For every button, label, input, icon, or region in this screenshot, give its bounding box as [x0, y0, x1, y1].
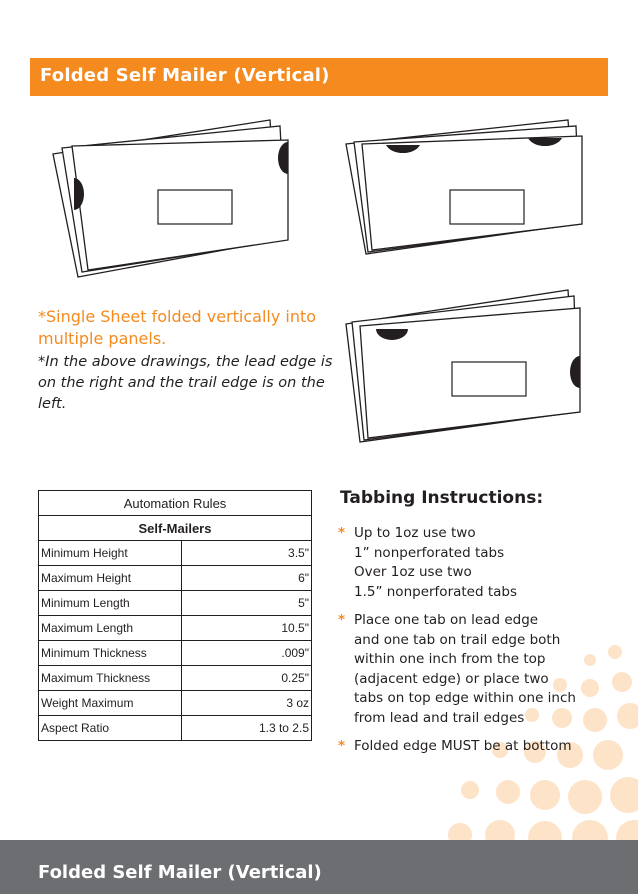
row-label: Minimum Height: [39, 541, 182, 566]
list-item: [338, 524, 618, 602]
row-label: Weight Maximum: [39, 691, 182, 716]
table-row: [39, 616, 312, 641]
list-line: Folded edge MUST be at bottom: [354, 738, 572, 754]
illustration-caption: [38, 306, 338, 415]
row-label: Aspect Ratio: [39, 716, 182, 741]
folded-mailer-illustration-left: [48, 112, 298, 282]
row-label: Maximum Thickness: [39, 666, 182, 691]
table-subtitle: Self-Mailers: [39, 516, 312, 541]
row-value: 5": [182, 591, 312, 616]
row-value: 3 oz: [182, 691, 312, 716]
list-line: tabs on top edge within one inch: [354, 690, 576, 706]
row-value: 6": [182, 566, 312, 591]
list-item: [338, 737, 618, 757]
list-line: within one inch from the top: [354, 651, 546, 667]
row-label: Maximum Height: [39, 566, 182, 591]
list-item: [338, 611, 618, 728]
table-row: [39, 541, 312, 566]
table-subheader-row: [39, 516, 312, 541]
tabbing-instructions-heading: Tabbing Instructions:: [340, 488, 544, 508]
footer-title: Folded Self Mailer (Vertical): [38, 862, 322, 883]
automation-rules-table: [38, 490, 312, 741]
table-header-row: [39, 491, 312, 516]
row-value: 3.5": [182, 541, 312, 566]
list-line: 1” nonperforated tabs: [354, 544, 505, 561]
list-line: Place one tab on lead edge: [354, 612, 539, 628]
row-label: Minimum Thickness: [39, 641, 182, 666]
folded-mailer-illustration-top-right: [340, 114, 590, 259]
table-row: [39, 641, 312, 666]
table-row: [39, 591, 312, 616]
asterisk-bullet: *: [338, 525, 346, 541]
list-line: 1.5” nonperforated tabs: [354, 583, 518, 600]
list-line: and one tab on trail edge both: [354, 631, 561, 648]
row-value: .009": [182, 641, 312, 666]
tabbing-instructions-list: [338, 524, 618, 766]
caption-note-text: *In the above drawings, the lead edge is on the right and the trail edge is on the left.: [38, 354, 333, 412]
footer-bar: [0, 840, 638, 894]
caption-main-text: *Single Sheet folded vertically into multiple panels.: [38, 307, 317, 348]
list-line: from lead and trail edges: [354, 709, 525, 726]
asterisk-bullet: *: [338, 738, 346, 754]
table-row: [39, 566, 312, 591]
table-row: [39, 666, 312, 691]
header-bar: [30, 58, 608, 96]
row-value: 0.25": [182, 666, 312, 691]
list-line: (adjacent edge) or place two: [354, 670, 549, 687]
row-label: Minimum Length: [39, 591, 182, 616]
folded-mailer-illustration-bottom-right: [340, 284, 590, 449]
table-row: [39, 691, 312, 716]
asterisk-bullet: *: [338, 612, 346, 628]
list-line: Over 1oz use two: [354, 564, 472, 580]
page-title: Folded Self Mailer (Vertical): [40, 65, 330, 86]
table-title: Automation Rules: [39, 491, 312, 516]
row-value: 1.3 to 2.5: [182, 716, 312, 741]
list-line: Up to 1oz use two: [354, 525, 476, 541]
row-value: 10.5": [182, 616, 312, 641]
row-label: Maximum Length: [39, 616, 182, 641]
table-row: [39, 716, 312, 741]
